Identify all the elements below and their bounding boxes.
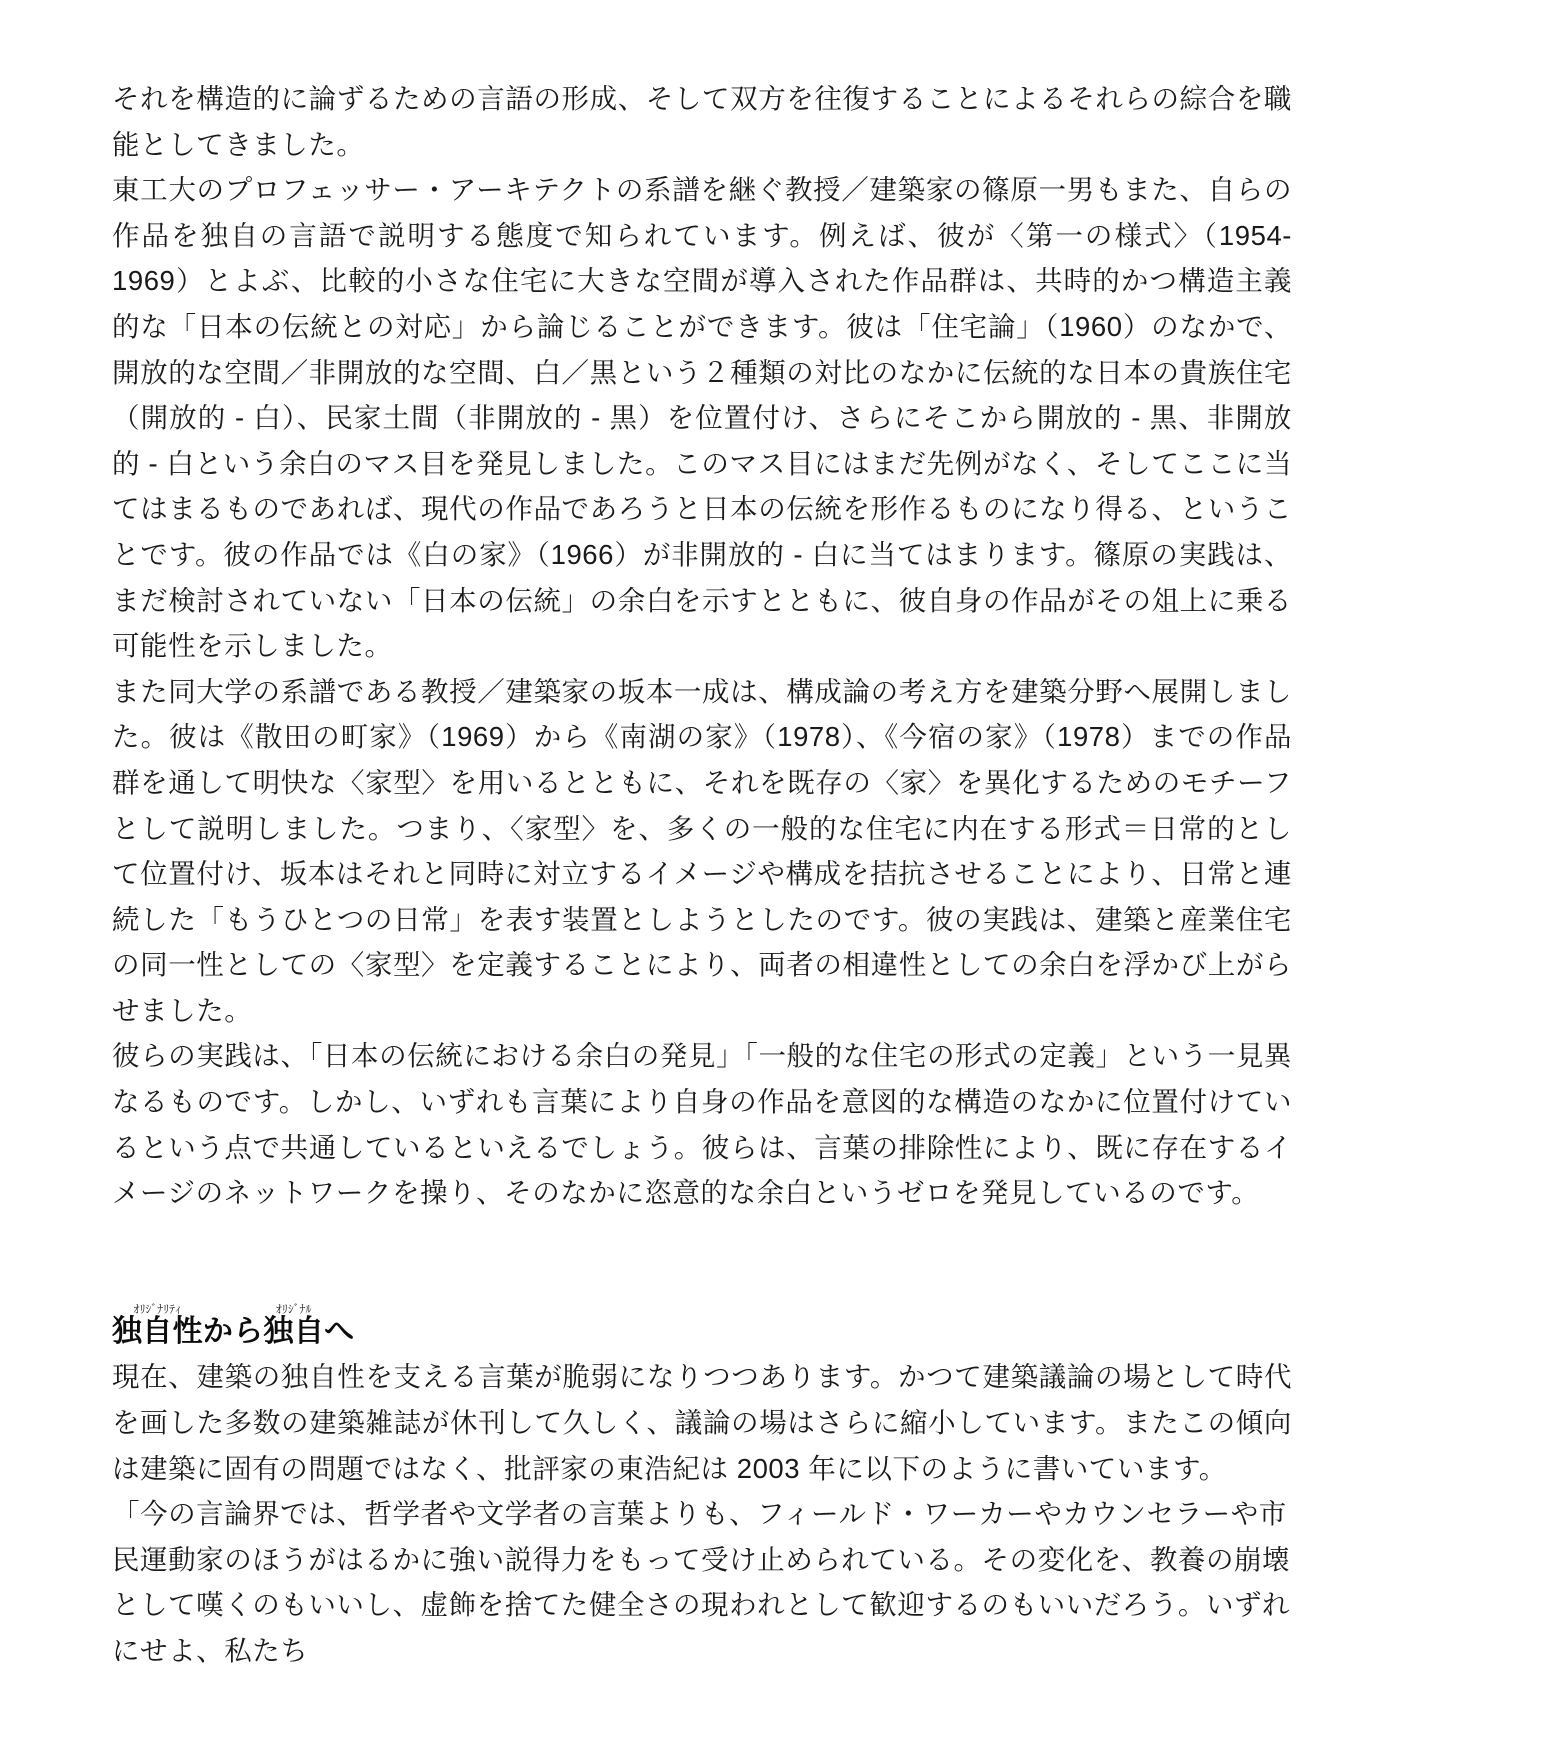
section-heading-block xyxy=(112,1304,1292,1351)
paragraph-5: 現在、建築の独自性を支える言葉が脆弱になりつつあります。かつて建築議論の場として時代を画した多数の建築雑誌が休刊して久しく、議論の場はさらに縮小しています。またこの傾向は建築に固有の問題ではなく、批評家の東浩紀は 2003 年に以下のように書いています。 xyxy=(112,1361,1292,1484)
heading-rt-1: ｵﾘｼﾞﾅﾘﾃｨ xyxy=(112,1303,203,1316)
paragraph-2: 東工大のプロフェッサー・アーキテクトの系譜を継ぐ教授／建築家の篠原一男もまた、自らの作品を独自の言語で説明する態度で知られています。例えば、彼が〈第一の様式〉（1954-1969）とよぶ、比較的小さな住宅に大きな空間が導入された作品群は、共時的かつ構造主義的な「日本の伝統との対応」から論じることができます。彼は「住宅論」（1960）のなかで、開放的な空間／非開放的な空間、白／黒という２種類の対比のなかに伝統的な日本の貴族住宅（開放的 - 白）、民家土間（非開放的 - 黒）を位置付け、さらにそこから開放的 - 黒、非開放的 - 白という余白のマス目を発見しました。このマス目にはまだ先例がなく、そしてここに当てはまるものであれば、現代の作品であろうと日本の伝統を形作るものになり得る、ということです。彼の作品では《白の家》（1966）が非開放的 - 白に当てはまります。篠原の実践は、まだ検討されていない「日本の伝統」の余白を示すとともに、彼自身の作品がその俎上に乗る可能性を示しました。 xyxy=(112,174,1292,662)
heading-ruby-segment-1 xyxy=(112,1303,203,1348)
paragraph-6: 「今の言論界では、哲学者や文学者の言葉よりも、フィールド・ワーカーやカウンセラーや市民運動家のほうがはるかに強い説得力をもって受け止められている。その変化を、教養の崩壊として嘆くのもいいし、虚飾を捨てた健全さの現われとして歓迎するのもいいだろう。いずれにせよ、私たち xyxy=(112,1498,1291,1666)
paragraph-4: 彼らの実践は、「日本の伝統における余白の発見」「一般的な住宅の形式の定義」という一見異なるものです。しかし、いずれも言葉により自身の作品を意図的な構造のなかに位置付けているという点で共通しているといえるでしょう。彼らは、言葉の排除性により、既に存在するイメージのネットワークを操り、そのなかに恣意的な余白というゼロを発見しているのです。 xyxy=(112,1040,1292,1209)
heading-base-4: へ xyxy=(324,1314,355,1348)
paragraph-3: また同大学の系譜である教授／建築家の坂本一成は、構成論の考え方を建築分野へ展開しました。彼は《散田の町家》（1969）から《南湖の家》（1978）、《今宿の家》（1978）までの作品群を通して明快な〈家型〉を用いるとともに、それを既存の〈家〉を異化するためのモチーフとして説明しました。つまり、〈家型〉を、多くの一般的な住宅に内在する形式＝日常的として位置付け、坂本はそれと同時に対立するイメージや構成を拮抗させることにより、日常と連続した「もうひとつの日常」を表す装置としようとしたのです。彼の実践は、建築と産業住宅の同一性としての〈家型〉を定義することにより、両者の相違性としての余白を浮かび上がらせました。 xyxy=(112,675,1292,1026)
paragraph-1: それを構造的に論ずるための言語の形成、そして双方を往復することによるそれらの綜合を職能としてきました。 xyxy=(112,83,1292,160)
heading-rt-2: ｵﾘｼﾞﾅﾙ xyxy=(263,1303,325,1316)
heading-base-3: 独自 xyxy=(263,1314,325,1348)
page-content xyxy=(112,76,1292,1674)
spacer-before-heading xyxy=(112,1216,1292,1252)
heading-base-1: 独自性 xyxy=(112,1314,203,1348)
heading-ruby-segment-2 xyxy=(263,1303,325,1348)
heading-base-2: から xyxy=(202,1314,264,1348)
section-heading xyxy=(112,1304,1292,1351)
